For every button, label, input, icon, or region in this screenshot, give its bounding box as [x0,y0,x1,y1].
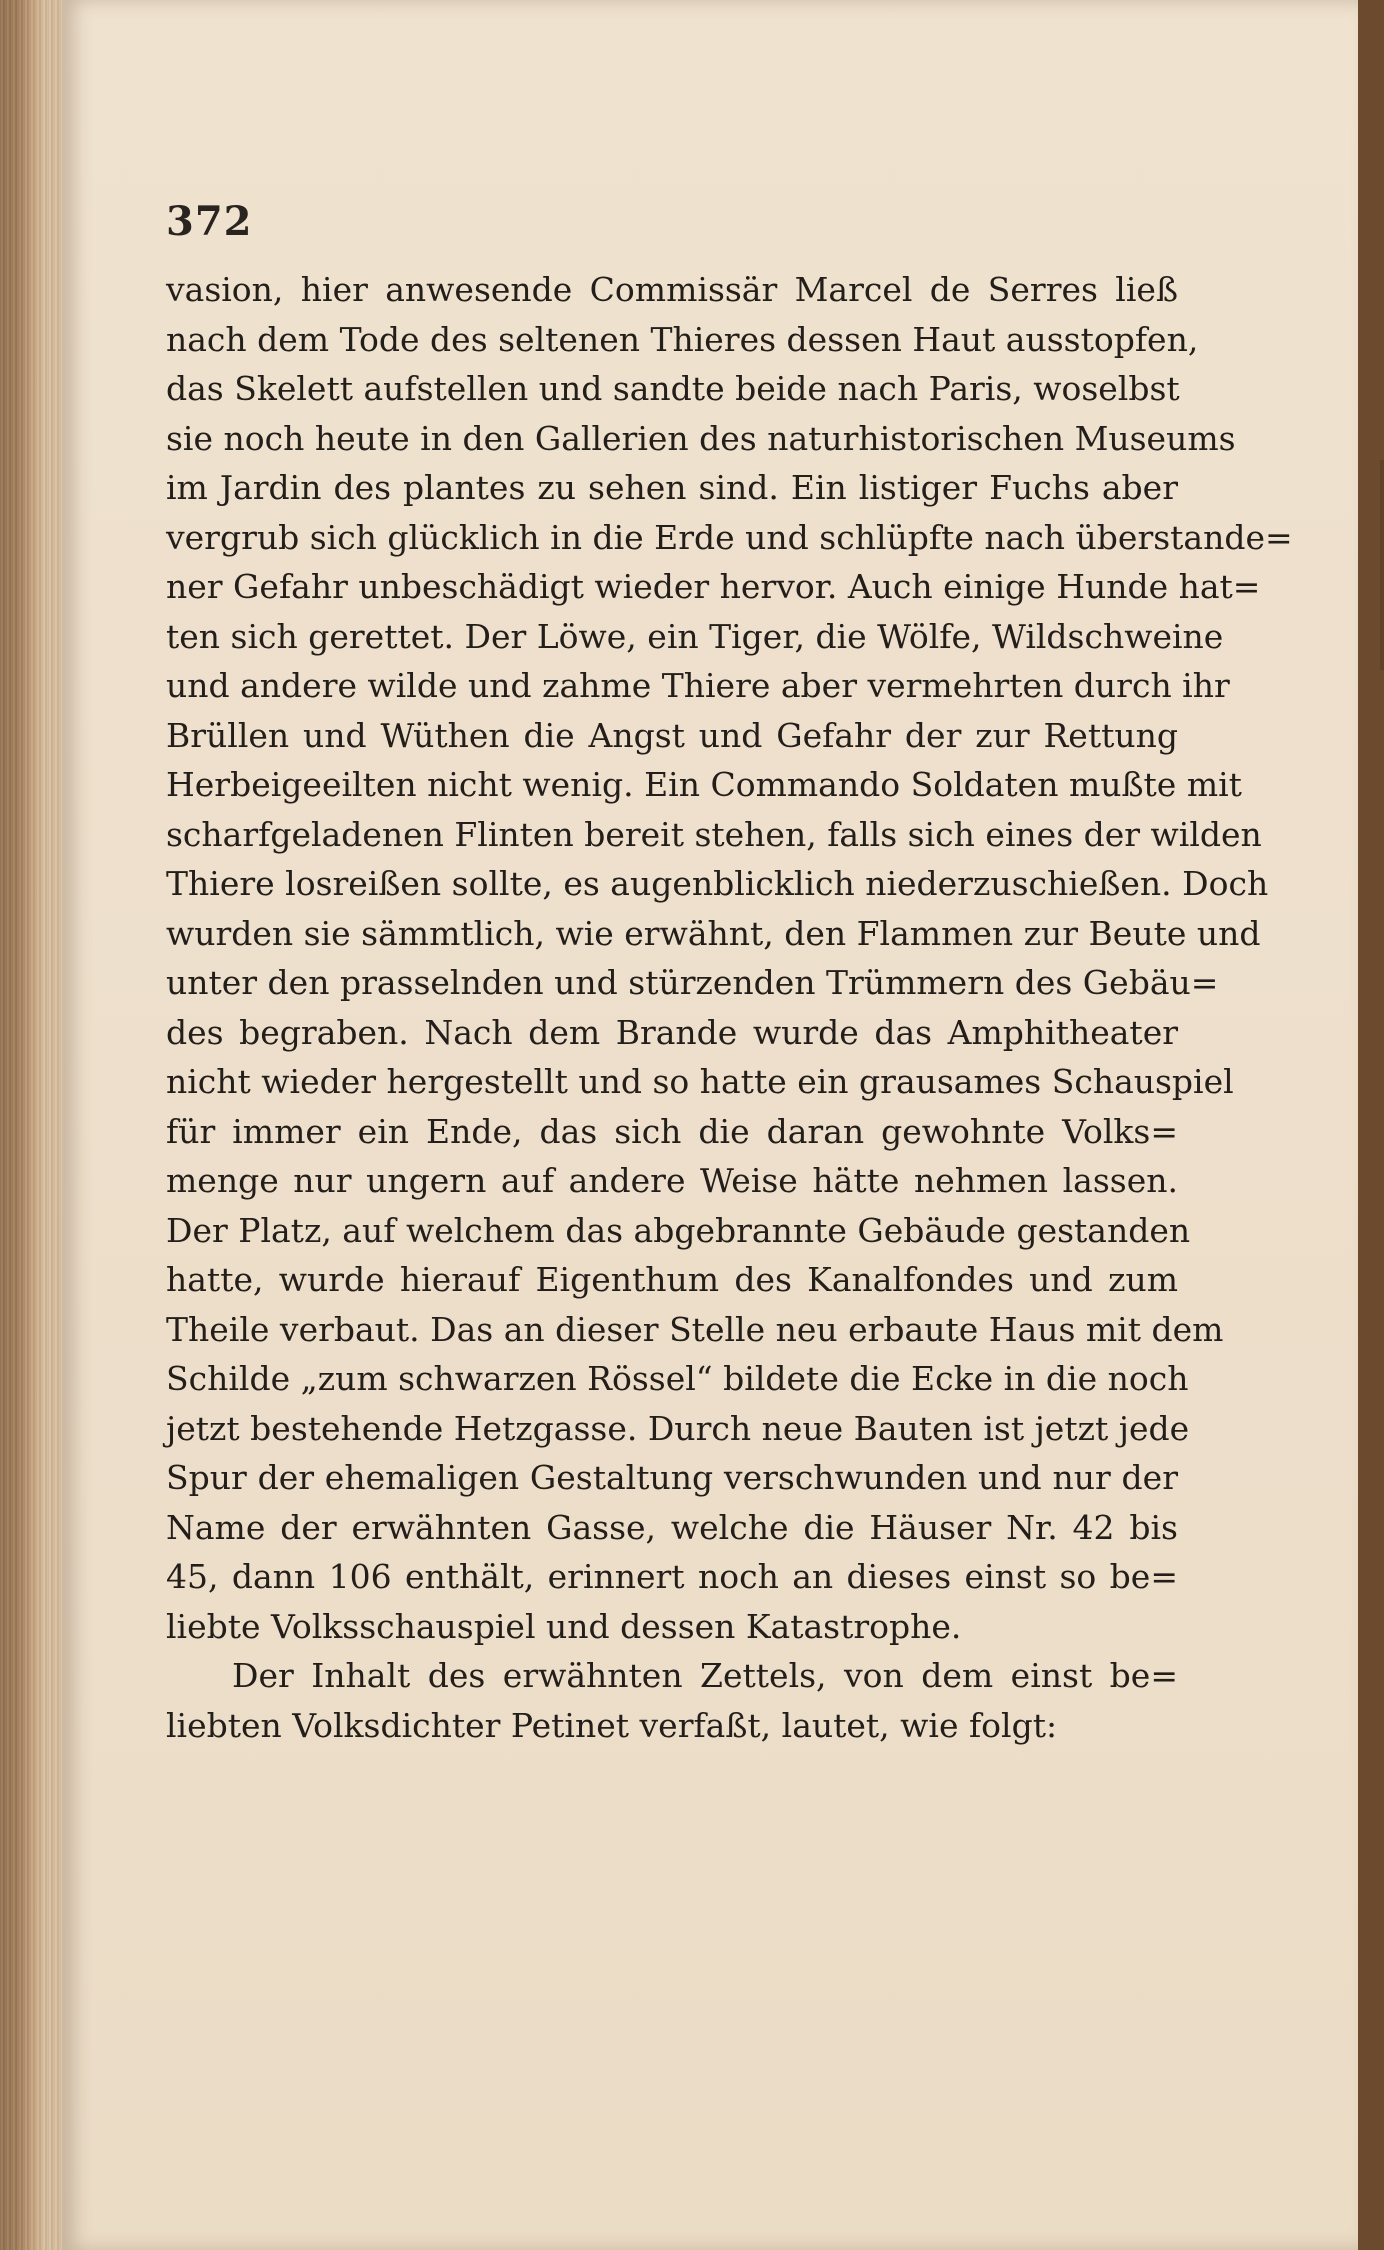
text-line: und andere wilde und zahme Thiere aber vermehrten durch ihr [166,666,1230,705]
paragraph-line: liebten Volksdichter Petinet verfaßt, lautet, wie folgt: [166,1705,1058,1745]
text-line: Spur der ehemaligen Gestaltung verschwunden und nur der [166,1458,1178,1497]
text-line: scharfgeladenen Flinten bereit stehen, falls sich eines der wilden [166,814,1262,854]
body-text [166,265,1293,1750]
text-line: wurden sie sämmtlich, wie erwähnt, den Flammen zur Beute und [166,913,1261,953]
text-line: hatte, wurde hierauf Eigenthum des Kanalfondes und zum [166,1260,1178,1299]
text-line: menge nur ungern auf andere Weise hätte nehmen lassen. [166,1161,1178,1200]
text-line: jetzt bestehende Hetzgasse. Durch neue Bauten ist jetzt jede [166,1408,1190,1448]
text-line: nach dem Tode des seltenen Thieres dessen Haut ausstopfen, [166,319,1199,359]
text-line: sie noch heute in den Gallerien des naturhistorischen Museums [166,418,1236,458]
page-number: 372 [166,198,253,245]
text-line: ner Gefahr unbeschädigt wieder hervor. Auch einige Hunde hat= [166,567,1261,606]
text-line: vergrub sich glücklich in die Erde und schlüpfte nach überstande= [166,517,1293,557]
text-line: Brüllen und Wüthen die Angst und Gefahr der zur Rettung [166,715,1178,755]
text-line: Der Platz, auf welchem das abgebrannte Gebäude gestanden [166,1210,1191,1250]
text-line: Schilde „zum schwarzen Rössel“ bildete die Ecke in die noch [166,1359,1189,1398]
text-line: Name der erwähnten Gasse, welche die Häuser Nr. 42 bis [166,1507,1178,1547]
text-line: unter den prasselnden und stürzenden Trümmern des Gebäu= [166,963,1219,1002]
text-line: Herbeigeeilten nicht wenig. Ein Commando Soldaten mußte mit [166,765,1242,804]
text-line: liebte Volksschauspiel und dessen Katastrophe. [166,1606,962,1646]
text-line: Theile verbaut. Das an dieser Stelle neu erbaute Haus mit dem [166,1309,1224,1349]
text-line: für immer ein Ende, das sich die daran gewohnte Volks= [166,1111,1178,1151]
text-line: im Jardin des plantes zu sehen sind. Ein listiger Fuchs aber [166,468,1178,507]
text-line: ten sich gerettet. Der Löwe, ein Tiger, die Wölfe, Wildschweine [166,616,1224,656]
text-line: des begraben. Nach dem Brande wurde das Amphitheater [166,1012,1178,1052]
paragraph-line: Der Inhalt des erwähnten Zettels, von dem einst be= [232,1656,1178,1695]
text-line: nicht wieder hergestellt und so hatte ein grausames Schauspiel [166,1062,1234,1101]
text-line: Thiere losreißen sollte, es augenblicklich niederzuschießen. Doch [166,864,1269,903]
book-page-edges [0,0,62,2250]
text-line: das Skelett aufstellen und sandte beide nach Paris, woselbst [166,369,1180,408]
text-line: vasion, hier anwesende Commissär Marcel de Serres ließ [166,270,1178,309]
page-shadow [1380,460,1384,670]
text-line: 45, dann 106 enthält, erinnert noch an dieses einst so be= [166,1557,1178,1596]
